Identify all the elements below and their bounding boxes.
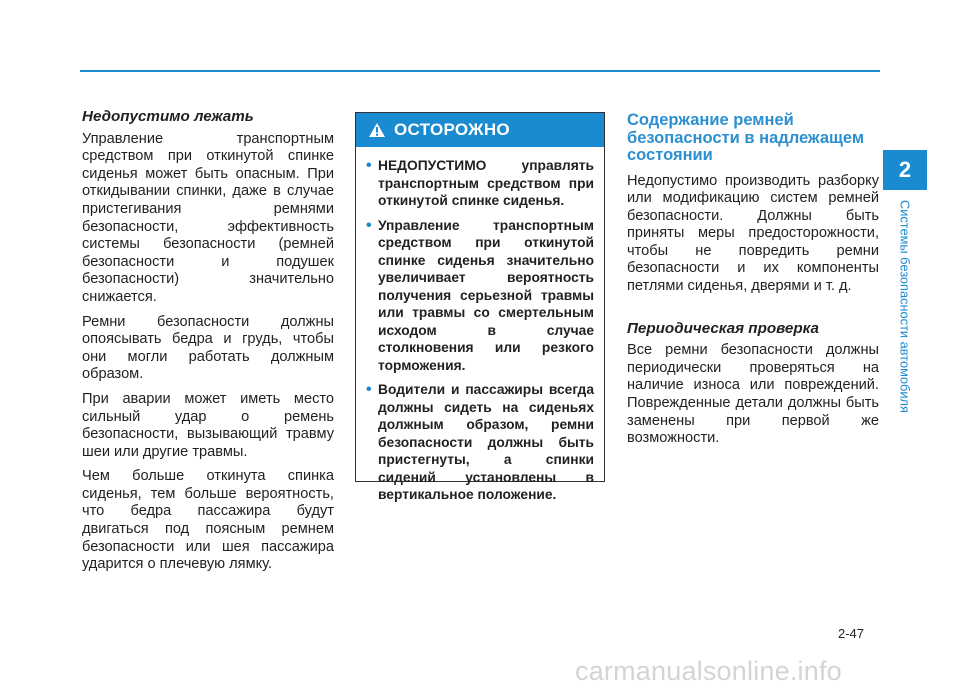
warning-box (355, 112, 605, 502)
top-rule (80, 70, 880, 72)
warning-item: • Водители и пассажиры всегда должны сидеть на сиденьях должным образом, ремни безопасности должны быть пристегнуты, а спинки сидений установлены в вертикальное положение. (366, 381, 594, 502)
paragraph: Чем больше откинута спинка сиденья, тем больше вероятность, что бедра пассажира будут двигаться под поясным ремнем безопасности или шея пассажира ударится о плечевую лямку. (82, 468, 334, 573)
paragraph: Ремни безопасности должны опоясывать бедра и грудь, чтобы они могли работать должным образом. (82, 313, 334, 383)
bullet-icon: • (366, 216, 372, 234)
warning-header (356, 113, 604, 147)
right-column (627, 108, 879, 455)
paragraph: При аварии может иметь место сильный удар о ремень безопасности, вызывающий травму шеи или другие травмы. (82, 390, 334, 460)
paragraph: Недопустимо производить разборку или модификацию систем ремней безопасности. Должны быть приняты меры предосторожности, чтобы не повредить ремни безопасности и их компоненты петлями сиденья, дверями и т. д. (627, 172, 879, 295)
bullet-icon: • (366, 381, 372, 398)
paragraph: Управление транспортным средством при откинутой спинке сиденья может быть опасным. При откидывании спинки, даже в случае пристегивания ремнями безопасности, эффективность системы безопасности (ремней безопасности и подушек безопасности) значительно снижается. (82, 130, 334, 305)
chapter-title: Системы безопасности автомобиля (897, 200, 913, 413)
warning-item: • Управление транспортным средством при откинутой спинке сиденья значительно увеличивает вероятность получения серьезной травмы или травмы со смертельным исходом в случае столкновения или резкого торможения. (366, 216, 594, 373)
warning-body (356, 147, 604, 504)
warning-title: ОСТОРОЖНО (394, 120, 510, 139)
section-title: Содержание ремней безопасности в надлежащем состоянии (627, 111, 865, 164)
heading-lying-prohibited: Недопустимо лежать (82, 108, 254, 125)
bullet-icon: • (366, 157, 372, 174)
warning-list (366, 157, 594, 504)
warning-item: • НЕДОПУСТИМО управлять транспортным средством при откинутой спинке сиденья. (366, 157, 594, 208)
chapter-side-label (891, 200, 919, 500)
warning-triangle-icon (368, 122, 386, 138)
paragraph: Все ремни безопасности должны периодически проверяться на наличие износа или повреждений. Поврежденные детали должны быть заменены при первой же возможности. (627, 342, 879, 447)
watermark: carmanualsonline.info (575, 656, 842, 686)
heading-periodic-check: Периодическая проверка (627, 319, 819, 337)
chapter-tab: 2 (883, 150, 927, 190)
page-number: 2-47 (838, 626, 865, 641)
left-column (82, 108, 334, 581)
